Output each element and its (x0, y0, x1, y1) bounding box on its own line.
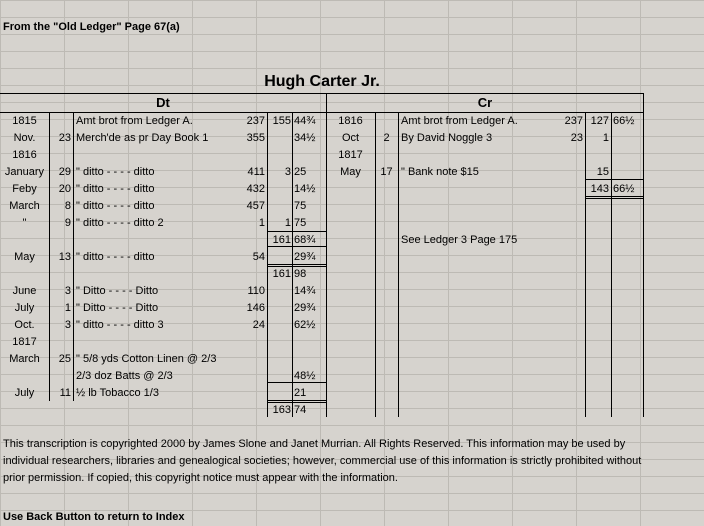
debit-item-cell: " ditto - - - - ditto (76, 166, 155, 178)
credit-dollars-cell: 1 (602, 132, 609, 144)
debit-dollars-cell: 3 (284, 166, 291, 178)
debit-page-cell: 24 (252, 319, 265, 331)
debit-item-cell: " ditto - - - - ditto 3 (76, 319, 164, 331)
debit-day-cell: 29 (58, 166, 71, 178)
debit-cents-cell: 29¾ (294, 302, 316, 314)
debit-page-cell: 432 (246, 183, 265, 195)
debit-cents-cell: 44¾ (294, 115, 316, 127)
debit-page-cell: 457 (246, 200, 265, 212)
credit-col-rule (398, 112, 399, 417)
debit-day-cell: 25 (58, 353, 71, 365)
copyright-notice: This transcription is copyrighted 2000 by James Slone and Janet Murrian. All Rights Reserved. This information may be used by individual researchers, libraries and genealogical societies; however, commercial use of this information is strictly prohibited without prior permission. If copied, this copyright notice must appear with the information. (3, 438, 642, 484)
debit-item-cell: " Ditto - - - - Ditto (76, 302, 159, 314)
debit-cents-cell: 48½ (294, 370, 316, 382)
debit-month-cell: July (14, 387, 35, 399)
credit-item-cell: Amt brot from Ledger A. (401, 115, 518, 127)
credit-item-cell: By David Noggle 3 (401, 132, 493, 144)
debit-day-cell: 11 (59, 387, 71, 399)
credit-heading: Cr (477, 95, 493, 110)
debit-page-cell: 237 (246, 115, 265, 127)
credit-dollars-cell: 127 (590, 115, 609, 127)
debit-cents-cell: 25 (294, 166, 307, 178)
credit-dollars-cell: 15 (596, 166, 609, 178)
debit-heading: Dt (156, 95, 170, 110)
debit-month-cell: May (14, 251, 35, 263)
debit-month-cell: June (12, 285, 37, 297)
credit-dollars-cell: 143 (590, 183, 609, 195)
debit-day-cell: 8 (64, 200, 71, 212)
debit-item-cell: " ditto - - - - ditto (76, 183, 155, 195)
debit-page-cell: 355 (246, 132, 265, 144)
debit-cents-cell: 98 (294, 268, 307, 280)
credit-item-cell: " Bank note $15 (401, 166, 479, 178)
debit-cents-cell: 62½ (294, 319, 316, 331)
credit-cents-cell: 66½ (613, 115, 635, 127)
debit-day-cell: 23 (58, 132, 71, 144)
debit-page-cell: 110 (247, 285, 265, 297)
debit-item-cell: " Ditto - - - - Ditto (76, 285, 159, 297)
debit-month-cell: Nov. (13, 132, 36, 144)
debit-cents-cell: 14½ (294, 183, 316, 195)
debit-cents-cell: 75 (294, 200, 307, 212)
debit-cents-cell: 34½ (294, 132, 316, 144)
debit-col-rule (73, 112, 74, 401)
debit-dollars-cell: 1 (284, 217, 291, 229)
debit-dollars-cell: 161 (272, 234, 291, 246)
debit-month-cell: Feby (12, 183, 37, 195)
credit-col-rule (585, 112, 586, 417)
debit-dollars-cell: 155 (272, 115, 291, 127)
debit-month-cell: 1817 (12, 336, 37, 348)
debit-cents-cell: 14¾ (294, 285, 316, 297)
debit-month-cell: 1815 (12, 115, 37, 127)
debit-month-cell: Oct. (14, 319, 35, 331)
debit-page-cell: 1 (258, 217, 265, 229)
credit-month-cell: 1817 (338, 149, 363, 161)
debit-item-cell: " ditto - - - - ditto (76, 251, 155, 263)
debit-page-cell: 411 (247, 166, 265, 178)
credit-page-cell: 23 (570, 132, 583, 144)
debit-month-cell: July (14, 302, 35, 314)
debit-month-cell: January (4, 166, 45, 178)
debit-item-cell: 2/3 doz Batts @ 2/3 (76, 370, 173, 382)
debit-cents-cell: 29¾ (294, 251, 316, 263)
debit-cents-cell: 21 (294, 387, 307, 399)
credit-month-cell: Oct (341, 132, 360, 144)
debit-page-cell: 54 (252, 251, 265, 263)
debit-day-cell: 20 (58, 183, 71, 195)
credit-page-cell: 237 (564, 115, 583, 127)
ledger-title: Hugh Carter Jr. (264, 73, 380, 90)
debit-page-cell: 146 (246, 302, 265, 314)
credit-col-rule (643, 112, 644, 417)
debit-month-cell: March (9, 200, 40, 212)
credit-day-cell: 2 (383, 132, 390, 144)
debit-month-cell: 1816 (12, 149, 37, 161)
credit-col-rule (375, 112, 376, 417)
credit-col-rule (611, 112, 612, 417)
page-header: From the "Old Ledger" Page 67(a) (3, 21, 180, 33)
debit-day-cell: 3 (64, 319, 71, 331)
credit-item-cell: See Ledger 3 Page 175 (401, 234, 518, 246)
debit-day-cell: 13 (58, 251, 71, 263)
credit-month-cell: May (340, 166, 361, 178)
debit-month-cell: " (22, 217, 27, 229)
debit-day-cell: 3 (64, 285, 71, 297)
debit-item-cell: " ditto - - - - ditto (76, 200, 155, 212)
credit-day-cell: 17 (380, 166, 393, 178)
debit-item-cell: " 5/8 yds Cotton Linen @ 2/3 (76, 353, 217, 365)
debit-cents-cell: 75 (294, 217, 307, 229)
debit-cents-cell: 68¾ (294, 234, 316, 246)
debit-item-cell: ½ lb Tobacco 1/3 (76, 387, 159, 399)
debit-item-cell: Merch'de as pr Day Book 1 (76, 132, 209, 144)
subtotal-rule (585, 198, 644, 199)
debit-dollars-cell: 163 (272, 404, 291, 416)
debit-day-cell: 9 (64, 217, 71, 229)
debit-day-cell: 1 (64, 302, 71, 314)
credit-cents-cell: 66½ (613, 183, 635, 195)
debit-month-cell: March (9, 353, 40, 365)
credit-month-cell: 1816 (338, 115, 363, 127)
debit-dollars-cell: 161 (272, 268, 291, 280)
debit-item-cell: " ditto - - - - ditto 2 (76, 217, 164, 229)
debit-item-cell: Amt brot from Ledger A. (76, 115, 193, 127)
back-instruction: Use Back Button to return to Index (3, 511, 185, 523)
debit-cents-cell: 74 (294, 404, 307, 416)
